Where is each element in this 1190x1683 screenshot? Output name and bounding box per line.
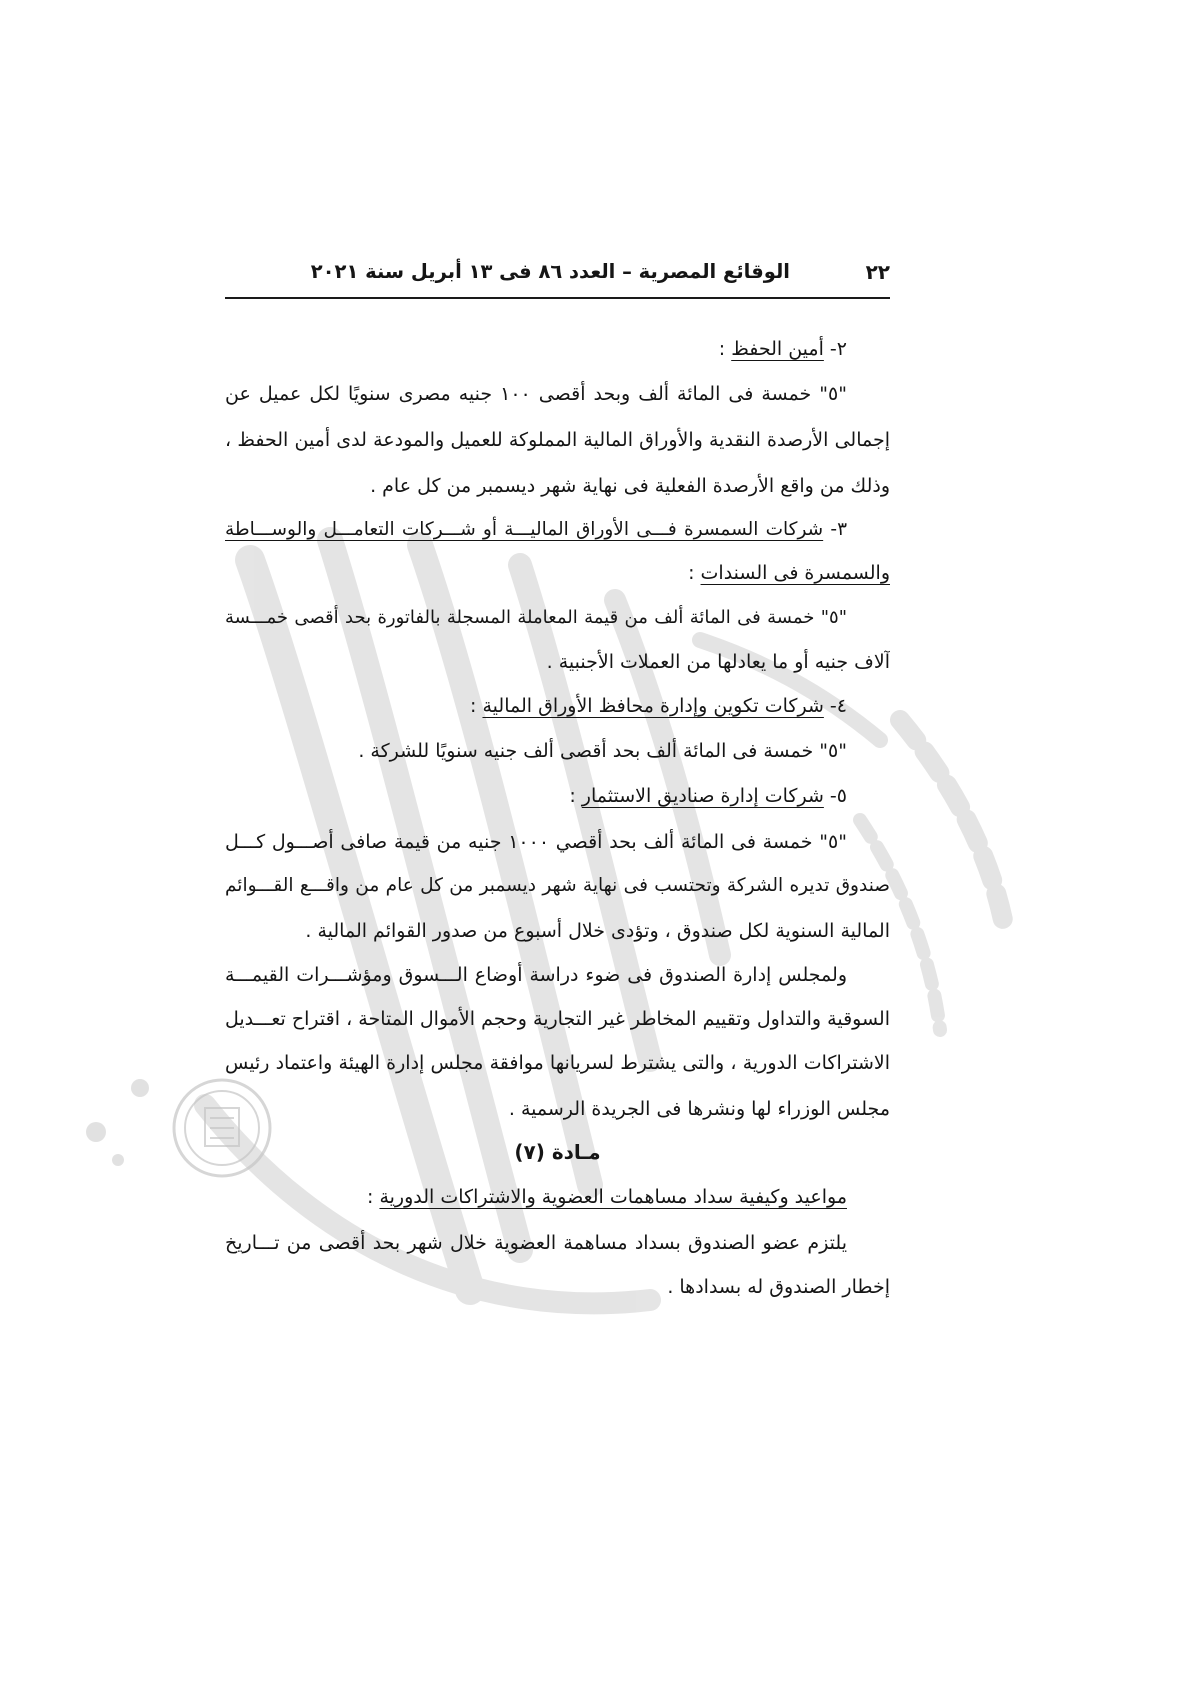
- item-title: مواعيد وكيفية سداد مساهمات العضوية والاشتراكات الدورية: [379, 1186, 847, 1208]
- gazette-header-title: الوقائع المصرية – العدد ٨٦ فى ١٣ أبريل سنة ٢٠٢١: [310, 260, 790, 283]
- item-title: شركات السمسرة فـــى الأوراق الماليـــة أو شـــركات التعامـــل والوســـاطة: [225, 519, 824, 540]
- header-rule: [225, 297, 890, 299]
- item-title: أمين الحفظ: [731, 338, 824, 360]
- paragraph-line: ولمجلس إدارة الصندوق فى ضوء دراسة أوضاع الـــسوق ومؤشـــرات القيمـــة: [225, 964, 847, 986]
- item-portfolio-heading: [225, 691, 890, 721]
- paragraph-line: "٥" خمسة فى المائة ألف بحد أقصي ١٠٠٠ جنيه من قيمة صافى أصـــول كـــل: [225, 831, 847, 853]
- paragraph-line: صندوق تديره الشركة وتحتسب فى نهاية شهر ديسمبر من كل عام من واقـــع القـــوائم: [225, 875, 890, 896]
- article-heading: مـادة (٧): [514, 1140, 601, 1164]
- item-custodian-heading: [225, 334, 890, 364]
- paragraph-line: الاشتراكات الدورية ، والتى يشترط لسريانها موافقة مجلس إدارة الهيئة واعتماد رئيس: [225, 1052, 890, 1074]
- item-number: ٥-: [823, 785, 847, 807]
- item-number: ٤-: [823, 695, 847, 717]
- item-funds-heading: [225, 781, 890, 811]
- item-colon: :: [569, 785, 582, 807]
- paragraph-line: السوقية والتداول وتقييم المخاطر غير التجارية وحجم الأموال المتاحة ، اقتراح تعـــديل: [225, 1008, 890, 1030]
- item-title: والسمسرة فى السندات: [700, 562, 890, 584]
- paragraph-line: "٥" خمسة فى المائة ألف بحد أقصى ألف جنيه سنويًا للشركة .: [358, 740, 847, 762]
- item-colon: :: [470, 695, 483, 717]
- item-number: ٢-: [823, 338, 847, 360]
- item-number: ٣-: [823, 519, 847, 540]
- paragraph-line: "٥" خمسة فى المائة ألف وبحد أقصى ١٠٠ جنيه مصرى سنويًا لكل عميل عن: [225, 383, 847, 405]
- paragraph-line: إخطار الصندوق له بسدادها .: [667, 1276, 890, 1298]
- page-number: ٢٢: [865, 260, 890, 284]
- item-colon: :: [688, 562, 701, 584]
- article-subheading: [225, 1182, 890, 1212]
- paragraph-line: يلتزم عضو الصندوق بسداد مساهمة العضوية خلال شهر بحد أقصى من تـــاريخ: [225, 1232, 847, 1254]
- paragraph-line: آلاف جنيه أو ما يعادلها من العملات الأجنبية .: [546, 651, 890, 673]
- paragraph-line: مجلس الوزراء لها ونشرها فى الجريدة الرسمية .: [508, 1098, 890, 1120]
- paragraph-line: إجمالى الأرصدة النقدية والأوراق المالية المملوكة للعميل والمودعة لدى أمين الحفظ ،: [225, 429, 890, 451]
- item-colon: :: [718, 338, 732, 360]
- paragraph-line: المالية السنوية لكل صندوق ، وتؤدى خلال أسبوع من صدور القوائم المالية .: [305, 920, 890, 942]
- item-title: شركات تكوين وإدارة محافظ الأوراق المالية: [482, 695, 824, 717]
- item-brokerage-heading-cont: [225, 558, 890, 588]
- item-brokerage-heading: [225, 515, 890, 545]
- paragraph-line: وذلك من واقع الأرصدة الفعلية فى نهاية شهر ديسمبر من كل عام .: [370, 475, 890, 497]
- paragraph-line: "٥" خمسة فى المائة ألف من قيمة المعاملة المسجلة بالفاتورة بحد أقصى خمـــسة: [225, 607, 847, 628]
- item-colon: :: [366, 1186, 380, 1208]
- item-title: شركات إدارة صناديق الاستثمار: [581, 785, 824, 807]
